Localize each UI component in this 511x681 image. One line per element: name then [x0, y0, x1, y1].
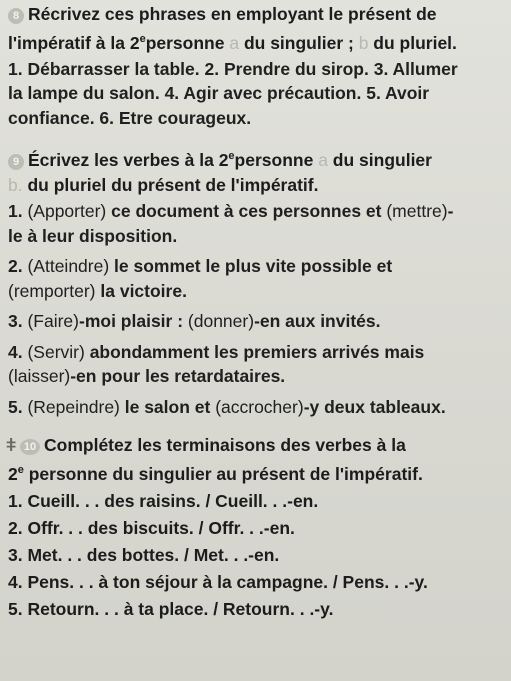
heading-text: l'impératif à la 2 — [8, 32, 140, 53]
exercise-10-badge: 10 — [20, 439, 40, 455]
verb-infinitive: (Servir) — [27, 341, 85, 362]
heading-text: du pluriel du présent de l'impératif. — [22, 174, 319, 195]
exercise-8-line-3: confiance. 6. Etre courageux. — [8, 107, 252, 128]
exercise-9-item-5 — [8, 395, 505, 420]
exercise-10 — [8, 433, 505, 623]
faint-label: a — [224, 32, 244, 53]
item-text: - — [447, 201, 454, 222]
exercise-9-item-1 — [8, 199, 505, 248]
item-number: 3. — [8, 311, 28, 332]
faint-label: b. — [8, 174, 23, 195]
verb-infinitive: (Repeindre) — [27, 396, 120, 417]
exercise-10-item-2: 2. Offr. . . des biscuits. / Offr. . .-en. — [8, 517, 295, 538]
superscript: e — [139, 32, 146, 45]
exercise-8-heading-line-2 — [8, 27, 505, 55]
item-text: le sommet le plus vite possible et — [109, 256, 393, 277]
verb-infinitive: (Faire) — [27, 311, 79, 332]
verb-infinitive: (remporter) — [8, 280, 96, 301]
verb-infinitive: (Atteindre) — [27, 256, 110, 277]
heading-text: du singulier — [332, 150, 432, 171]
exercise-10-heading-line-2 — [8, 458, 505, 486]
exercise-10-item-1: 1. Cueill. . . des raisins. / Cueill. . .-en. — [8, 490, 319, 511]
exercise-8-heading-line-1: Récrivez ces phrases en employant le présent de — [28, 4, 437, 24]
item-text: -en pour les retardataires. — [70, 366, 286, 387]
margin-marker: ǂ — [6, 435, 17, 456]
heading-text: du pluriel. — [373, 32, 457, 53]
item-text: ce document à ces personnes et — [106, 201, 387, 222]
item-text: -en aux invités. — [254, 311, 381, 332]
exercise-8-line-1: 1. Débarrasser la table. 2. Prendre du sirop. 3. Allumer — [8, 58, 458, 79]
item-text: -moi plaisir : — [79, 311, 188, 332]
heading-text: 2 — [8, 463, 18, 484]
superscript: e — [17, 463, 24, 476]
exercise-9-item-3 — [8, 309, 505, 334]
item-number: 4. — [8, 341, 28, 362]
exercise-8-badge: 8 — [8, 8, 24, 24]
exercise-9 — [8, 144, 505, 419]
item-text: la victoire. — [95, 280, 187, 301]
exercise-10-item-3: 3. Met. . . des bottes. / Met. . .-en. — [8, 544, 280, 565]
item-text: le salon et — [119, 396, 216, 417]
heading-text: du singulier ; — [243, 32, 354, 53]
exercise-9-item-2 — [8, 254, 505, 303]
item-text: -y deux tableaux. — [303, 396, 446, 417]
heading-text: personne du singulier au présent de l'impératif. — [23, 463, 423, 484]
exercise-8-text — [8, 57, 505, 131]
exercise-8-heading — [8, 2, 505, 55]
heading-text: personne — [234, 150, 314, 171]
exercise-8 — [8, 2, 505, 130]
verb-infinitive: (Apporter) — [27, 201, 107, 222]
exercise-10-item-4: 4. Pens. . . à ton séjour à la campagne. / Pens. . .-y. — [8, 571, 428, 592]
verb-infinitive: (laisser) — [8, 366, 71, 387]
item-number: 1. — [8, 201, 28, 222]
exercise-9-heading-line-1 — [8, 144, 505, 172]
item-text: le à leur disposition. — [8, 225, 178, 246]
superscript: e — [228, 150, 235, 163]
exercise-10-item-5: 5. Retourn. . . à ta place. / Retourn. . .-y. — [8, 598, 334, 619]
heading-text: Écrivez les verbes à la 2 — [28, 150, 229, 171]
item-number: 5. — [8, 396, 28, 417]
exercise-9-badge: 9 — [8, 154, 24, 170]
exercise-9-item-4 — [8, 340, 505, 389]
exercise-10-heading — [8, 433, 505, 486]
exercise-9-heading — [8, 144, 505, 197]
heading-text: personne — [145, 32, 225, 53]
heading-text: Complétez les terminaisons des verbes à la — [44, 435, 406, 456]
item-number: 2. — [8, 256, 28, 277]
item-text: abondamment les premiers arrivés mais — [84, 341, 425, 362]
exercise-8-line-2: la lampe du salon. 4. Agir avec précaution. 5. Avoir — [8, 83, 430, 104]
verb-infinitive: (donner) — [187, 311, 255, 332]
verb-infinitive: (mettre) — [386, 201, 448, 222]
faint-label: b — [353, 32, 374, 53]
verb-infinitive: (accrocher) — [215, 396, 304, 417]
exercise-10-heading-line-1 — [8, 433, 505, 458]
exercise-9-heading-line-2 — [8, 173, 505, 198]
faint-label: a — [313, 150, 333, 171]
